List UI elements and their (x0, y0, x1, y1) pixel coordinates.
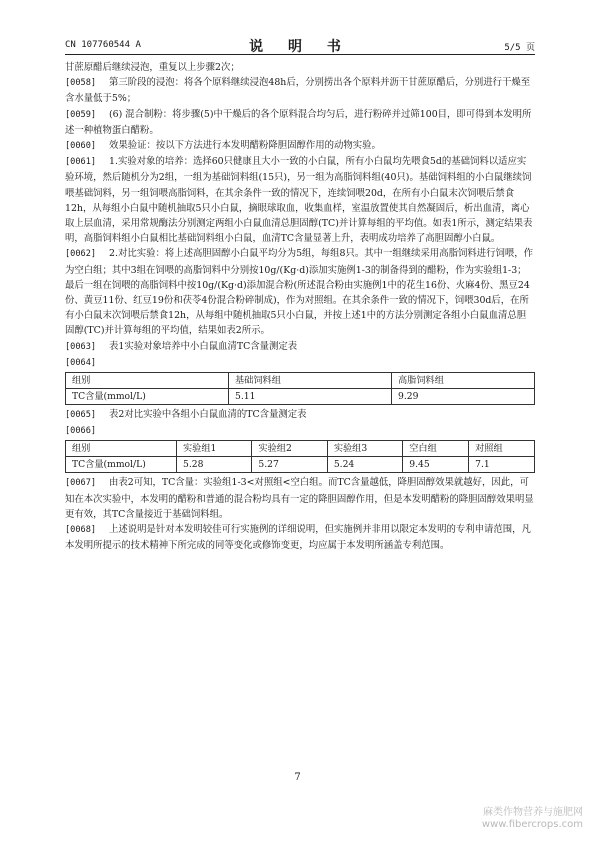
paragraph-text: 2.对比实验：将上述高胆固醇小白鼠平均分为5组，每组8只。其中一组继续采用高脂饲料进行饲喂，作为空白组；其中3组在饲喂的高脂饲料中分别按10g/(Kg·d)添加实施例1-3的制备得到的醋粉，作为实验组1-3；最后一组在饲喂的高脂饲料中按10g/(Kg·d)添加混合粉(所述混合粉由实施例1中的花生16份、火麻4份、黑豆24份、黄豆11份、红豆19份和茯苓4份混合粉碎制成)，作为对照组。在其余条件一致的情况下，饲喂30d后，在所有小白鼠末次饲喂后禁食12h，从每组中随机抽取5只小白鼠，并按上述1中的方法分别测定各组小白鼠血清总胆固醇(TC)并计算每组的平均值，结果如表2所示。 (65, 248, 534, 337)
paragraph-0060 (65, 138, 535, 154)
table-cell: 9.45 (403, 457, 469, 473)
page-header (65, 36, 535, 55)
paragraph-number: [0062] (65, 249, 97, 260)
table-2 (65, 440, 535, 473)
paragraph-0065 (65, 407, 535, 423)
table-caption: 表1实验对象培养中小白鼠血清TC含量测定表 (109, 340, 298, 352)
page-indicator: 5/5 页 (504, 43, 535, 53)
table-header-cell: 组别 (66, 373, 229, 389)
paragraph-0066 (65, 423, 535, 439)
table-header-cell: 实验组1 (177, 441, 252, 457)
patent-number: CN 107760544 A (65, 40, 141, 50)
paragraph-continued (65, 60, 535, 75)
table-header-cell: 对照组 (469, 441, 535, 457)
paragraph-0063 (65, 339, 535, 355)
paragraph-number: [0064] (65, 357, 97, 368)
paragraph-0061 (65, 154, 535, 246)
table-cell: TC含量(mmol/L) (66, 457, 177, 473)
paragraph-number: [0060] (65, 141, 97, 152)
paragraph-number: [0066] (65, 426, 97, 437)
document-title: 说 明 书 (249, 39, 351, 55)
paragraph-text: 上述说明是针对本发明较佳可行实施例的详细说明，但实施例并非用以限定本发明的专利申请范围，凡本发明所提示的技术精神下所完成的同等变化或修饰变更，均应属于本发明所涵盖专利范围。 (65, 524, 531, 552)
paragraph-0059 (65, 107, 535, 138)
paragraph-text: 甘蔗原醋后继续浸泡，重复以上步骤2次； (65, 62, 240, 73)
table-cell: 5.27 (252, 457, 327, 473)
table-caption: 表2对比实验中各组小白鼠血清的TC含量测定表 (109, 409, 307, 421)
table-header-row (66, 441, 535, 457)
document-body (65, 60, 535, 553)
table-header-cell: 空白组 (403, 441, 469, 457)
table-header-cell: 高脂饲料组 (392, 373, 535, 389)
table-header-cell: 实验组3 (327, 441, 402, 457)
paragraph-0064 (65, 355, 535, 371)
paragraph-text: 1.实验对象的培养：选择60只健康且大小一致的小白鼠，所有小白鼠均先喂食5d的基础饲料以适应实验环境，然后随机分为2组，一组为基础饲料组(15只)，另一组为高脂饲料组(40只)。基础饲料组的小白鼠继续饲喂基础饲料，另一组饲喂高脂饲料，在其余条件一致的情况下，连续饲喂20d，在所有小白鼠末次饲喂后禁食12h，从每组小白鼠中随机抽取5只小白鼠，摘眼球取血，收集血样，室温放置使其自然凝固后，析出血清，离心取上层血清，采用常规酶法分别测定两组小白鼠血清总胆固醇(TC)并计算每组的平均值。如表1所示，测定结果表明，高脂饲料组小白鼠相比基础饲料组小白鼠，血清TC含量显著上升，表明成功培养了高胆固醇小白鼠。 (65, 156, 533, 245)
table-cell: 9.29 (392, 389, 535, 405)
table-row (66, 457, 535, 473)
paragraph-number: [0068] (65, 525, 97, 536)
table-header-row (66, 373, 535, 389)
table-header-cell: 组别 (66, 441, 177, 457)
paragraph-0068 (65, 522, 535, 553)
table-cell: 5.24 (327, 457, 402, 473)
paragraph-number: [0058] (65, 78, 97, 89)
table-cell: 7.1 (469, 457, 535, 473)
paragraph-text: 第三阶段的浸泡：将各个原料继续浸泡48h后，分别捞出各个原料并沥干甘蔗原醋后，分别进行干燥至含水量低于5%； (65, 77, 531, 105)
paragraph-0062 (65, 246, 535, 338)
paragraph-number: [0063] (65, 341, 97, 352)
paragraph-0058 (65, 75, 535, 106)
table-1 (65, 372, 535, 405)
paragraph-text: 由表2可知，TC含量：实验组1-3<对照组<空白组。而TC含量越低，降胆固醇效果就越好，因此，可知在本次实验中，本发明的醋粉和普通的混合粉均具有一定的降胆固醇作用，但是本发明醋粉的降胆固醇效果明显更有效，其TC含量接近于基础饲料组。 (65, 477, 534, 520)
paragraph-number: [0059] (65, 109, 97, 120)
table-cell: 5.28 (177, 457, 252, 473)
watermark-url: www.fibercrops.com (481, 819, 583, 830)
paragraph-text: (6) 混合制粉：将步骤(5)中干燥后的各个原料混合均匀后，进行粉碎并过筛100目，即可得到本发明所述一种植物蛋白醋粉。 (65, 108, 532, 136)
table-cell: 5.11 (229, 389, 392, 405)
paragraph-number: [0061] (65, 157, 97, 168)
paragraph-text: 效果验证：按以下方法进行本发明醋粉降胆固醇作用的动物实验。 (109, 140, 381, 152)
paragraph-0067 (65, 475, 535, 522)
table-row (66, 389, 535, 405)
watermark (482, 807, 583, 831)
watermark-title: 麻类作物营养与施肥网 (483, 807, 583, 818)
table-header-cell: 实验组2 (252, 441, 327, 457)
table-header-cell: 基础饲料组 (229, 373, 392, 389)
page-number: 7 (294, 772, 301, 783)
paragraph-number: [0065] (65, 410, 97, 421)
paragraph-number: [0067] (65, 478, 97, 489)
table-cell: TC含量(mmol/L) (66, 389, 229, 405)
